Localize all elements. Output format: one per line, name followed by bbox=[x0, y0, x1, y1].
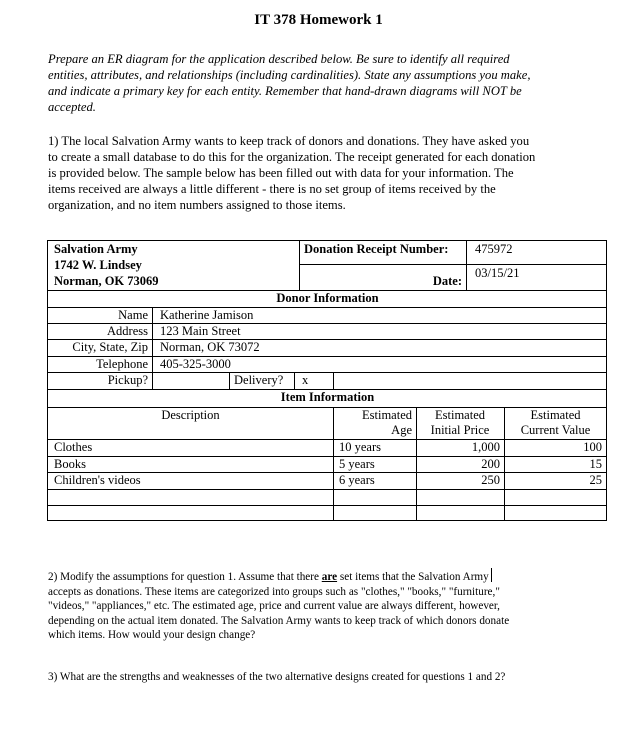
page-title: IT 378 Homework 1 bbox=[254, 12, 383, 28]
donor-section-title: Donor Information bbox=[276, 291, 379, 305]
question-2-line: "videos," "appliances," etc. The estimated age, price and current value are always different, however, bbox=[48, 600, 500, 612]
date-label: Date: bbox=[432, 274, 462, 288]
donor-city: Norman, OK 73072 bbox=[160, 340, 260, 354]
question-3: 3) What are the strengths and weaknesses of the two alternative designs created for questions 1 and 2? bbox=[48, 671, 506, 683]
age-header: Estimated bbox=[362, 408, 412, 422]
city-label: City, State, Zip bbox=[72, 340, 148, 354]
item-description: Books bbox=[54, 457, 86, 471]
donor-name: Katherine Jamison bbox=[160, 308, 254, 322]
question-1 bbox=[48, 133, 603, 213]
question-2-line: depending on the actual item donated. The Salvation Army wants to keep track of which donors donate bbox=[48, 614, 510, 627]
org-name: Salvation Army bbox=[54, 242, 138, 256]
initial-price-header: Estimated bbox=[435, 408, 485, 422]
question-2-line: accepts as donations. These items are categorized into groups such as "clothes," "books," "furniture," bbox=[48, 585, 500, 598]
name-label: Name bbox=[118, 308, 148, 322]
age-header: Age bbox=[391, 423, 412, 437]
question-1-line: to create a small database to do this for the organization. The receipt generated for each donation bbox=[48, 150, 536, 164]
address-label: Address bbox=[107, 324, 148, 338]
item-initial-price: 1,000 bbox=[471, 440, 500, 454]
emphasis-are: are bbox=[321, 571, 338, 583]
question-2-text: 2) Modify the assumptions for question 1. Assume that there bbox=[48, 571, 322, 583]
item-current-value: 15 bbox=[589, 457, 602, 471]
instructions-line: entities, attributes, and relationships (including cardinalities). State any assumptions you make, bbox=[48, 68, 531, 82]
question-2-text: set items that the Salvation Army bbox=[337, 571, 489, 583]
question-1-line: is provided below. The sample below has been filled out with data for your information. The bbox=[48, 166, 514, 180]
question-1-line: 1) The local Salvation Army wants to keep track of donors and donations. They have asked you bbox=[48, 134, 530, 148]
delivery-value: x bbox=[302, 373, 309, 387]
question-1-line: items received are always a little different - there is no set group of items received by the bbox=[48, 182, 496, 196]
items-section-title: Item Information bbox=[280, 390, 375, 404]
item-age: 6 years bbox=[339, 473, 375, 487]
instructions-line: and indicate a primary key for each entity. Remember that hand-drawn diagrams will NOT be bbox=[48, 84, 522, 98]
receipt-date: 03/15/21 bbox=[475, 266, 520, 280]
text-cursor bbox=[491, 568, 492, 582]
question-2 bbox=[48, 568, 588, 643]
initial-price-header: Initial Price bbox=[430, 423, 490, 437]
item-initial-price: 250 bbox=[481, 473, 500, 487]
donation-receipt bbox=[47, 240, 607, 521]
delivery-label: Delivery? bbox=[234, 373, 284, 387]
instructions-line: accepted. bbox=[48, 100, 96, 114]
pickup-label: Pickup? bbox=[107, 373, 148, 387]
org-street: 1742 W. Lindsey bbox=[54, 258, 142, 272]
item-description: Children's videos bbox=[54, 473, 141, 487]
receipt-number-label: Donation Receipt Number: bbox=[304, 242, 449, 256]
org-city: Norman, OK 73069 bbox=[54, 274, 159, 288]
question-2-line bbox=[48, 568, 588, 585]
item-initial-price: 200 bbox=[481, 457, 500, 471]
current-value-header: Estimated bbox=[530, 408, 581, 422]
current-value-header: Current Value bbox=[520, 423, 591, 437]
donor-address: 123 Main Street bbox=[160, 324, 241, 338]
item-age: 10 years bbox=[339, 440, 381, 454]
item-current-value: 25 bbox=[589, 473, 602, 487]
item-age: 5 years bbox=[339, 457, 375, 471]
question-2-line: which items. How would your design change? bbox=[48, 629, 256, 641]
instructions-line: Prepare an ER diagram for the application described below. Be sure to identify all required bbox=[48, 52, 510, 66]
instructions bbox=[48, 51, 598, 115]
donor-telephone: 405-325-3000 bbox=[160, 357, 231, 371]
item-description: Clothes bbox=[54, 440, 93, 454]
receipt-number: 475972 bbox=[475, 242, 513, 256]
telephone-label: Telephone bbox=[96, 357, 148, 371]
question-1-line: organization, and no item numbers assigned to those items. bbox=[48, 198, 346, 212]
description-header: Description bbox=[161, 408, 220, 422]
item-current-value: 100 bbox=[583, 440, 602, 454]
